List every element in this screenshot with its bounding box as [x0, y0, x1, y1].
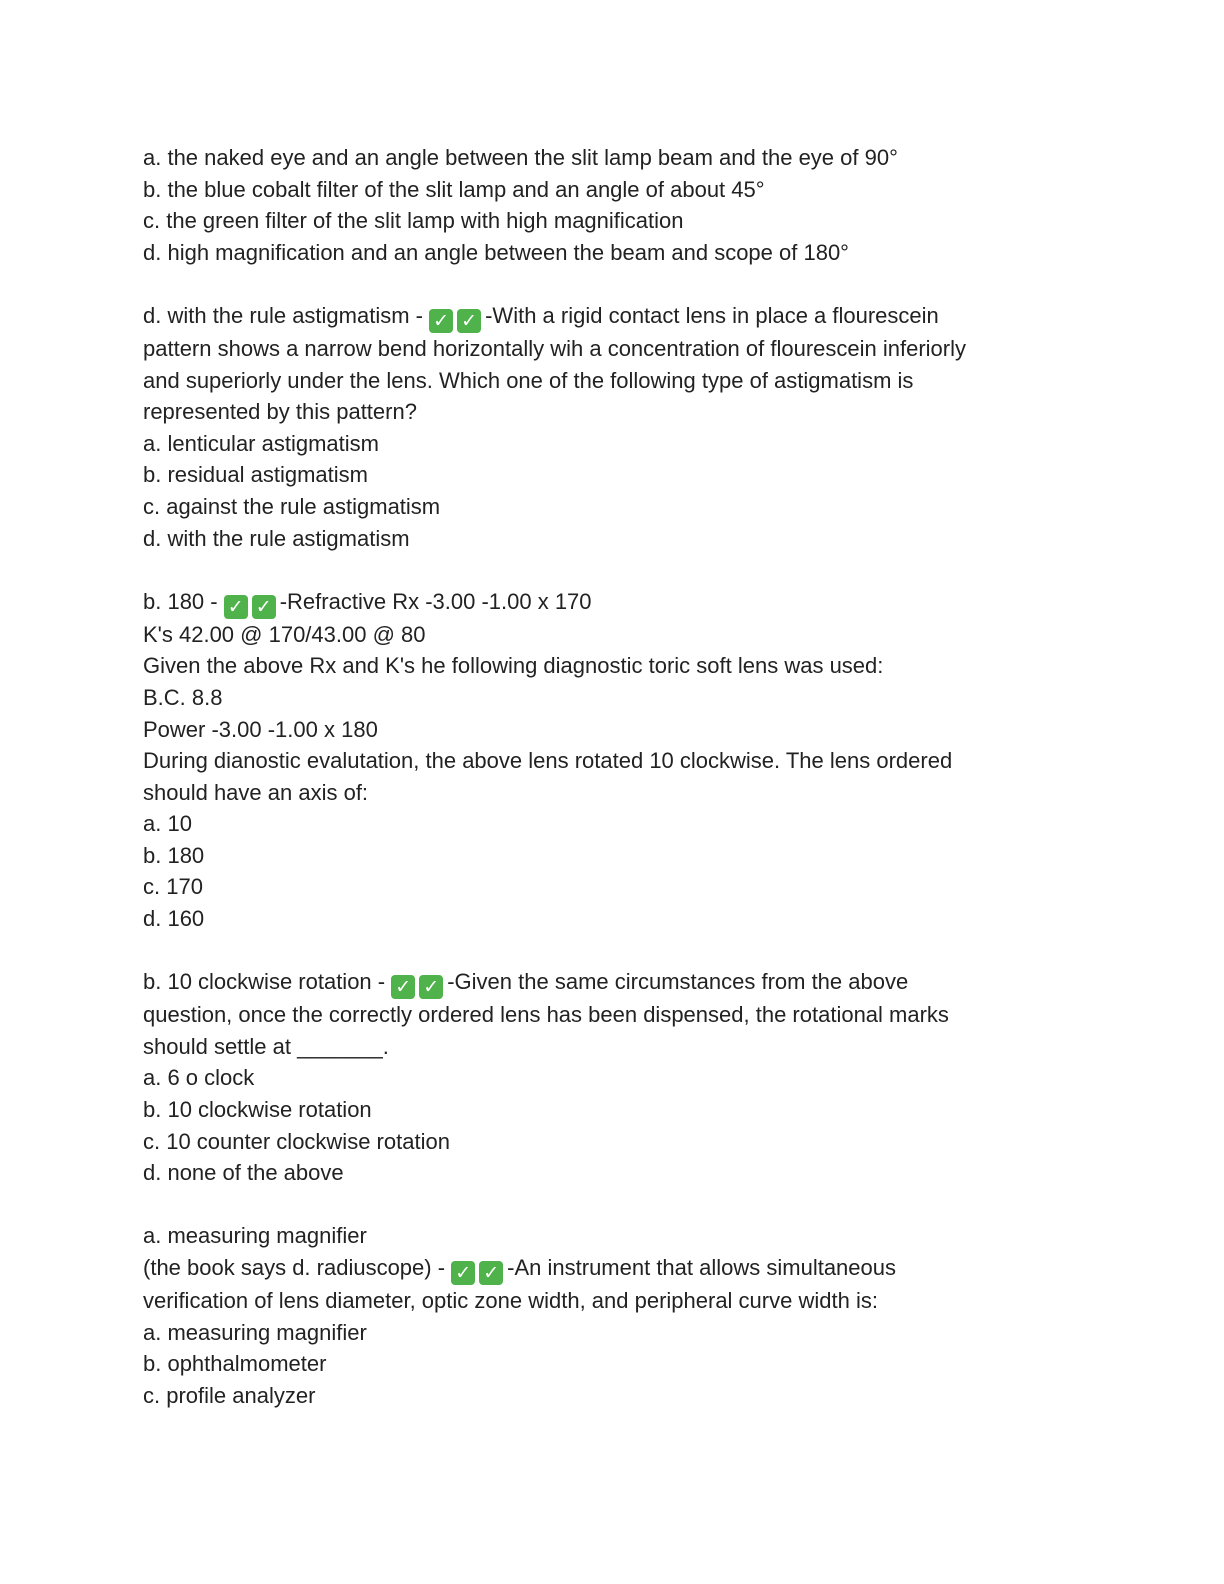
option-d: d. 160 — [143, 906, 205, 932]
question-text: -Refractive Rx -3.00 -1.00 x 170 — [279, 588, 592, 614]
check-mark-icon: ✓ — [224, 595, 248, 619]
option-a: a. 10 — [143, 811, 192, 837]
option-b: b. residual astigmatism — [143, 462, 368, 488]
question-text: -Given the same circumstances from the above — [447, 969, 909, 995]
question-text: -With a rigid contact lens in place a flourescein — [485, 302, 939, 328]
check-mark-icon: ✓ — [252, 595, 276, 619]
answer-question-line — [143, 586, 1073, 619]
check-mark-icon: ✓ — [419, 975, 443, 999]
option-b: b. the blue cobalt filter of the slit lamp and an angle of about 45° — [143, 176, 765, 202]
question-text: During dianostic evalutation, the above lens rotated 10 clockwise. The lens ordered — [143, 748, 953, 774]
question-text: -An instrument that allows simultaneous — [507, 1255, 897, 1280]
option-a: a. 6 o clock — [143, 1065, 255, 1091]
document-page — [143, 142, 1073, 1443]
question-text: question, once the correctly ordered lens has been dispensed, the rotational marks — [143, 1002, 949, 1028]
answer-text: b. 10 clockwise rotation - — [143, 969, 392, 995]
question-text: and superiorly under the lens. Which one of the following type of astigmatism is — [143, 367, 914, 393]
check-mark-icon: ✓ — [457, 309, 481, 333]
question-block-4 — [143, 966, 1073, 1189]
check-mark-icon: ✓ — [479, 1261, 503, 1285]
option-a: a. measuring magnifier — [143, 1319, 367, 1345]
answer-note: (the book says d. radiuscope) - — [143, 1255, 452, 1280]
option-a: a. lenticular astigmatism — [143, 430, 379, 456]
question-text: pattern shows a narrow bend horizontally wih a concentration of flourescein inferiorly — [143, 335, 966, 361]
option-d: d. with the rule astigmatism — [143, 525, 410, 551]
check-mark-icon: ✓ — [429, 309, 453, 333]
answer-question-line — [143, 966, 1073, 999]
option-b: b. ophthalmometer — [143, 1351, 327, 1377]
question-block-1 — [143, 142, 1073, 268]
option-c: c. profile analyzer — [143, 1382, 316, 1408]
option-d: d. high magnification and an angle between the beam and scope of 180° — [143, 239, 849, 265]
answer-text: b. 180 - — [143, 588, 224, 614]
question-text: K's 42.00 @ 170/43.00 @ 80 — [143, 621, 426, 647]
question-text: Power -3.00 -1.00 x 180 — [143, 716, 378, 742]
question-block-3 — [143, 586, 1073, 935]
option-d: d. none of the above — [143, 1160, 344, 1186]
question-text: verification of lens diameter, optic zone width, and peripheral curve width is: — [143, 1288, 878, 1313]
check-mark-icon: ✓ — [451, 1261, 475, 1285]
answer-question-line — [143, 300, 1073, 333]
option-c: c. 170 — [143, 874, 203, 900]
question-text: B.C. 8.8 — [143, 684, 223, 710]
option-b: b. 180 — [143, 842, 205, 868]
question-block-5 — [143, 1220, 1073, 1411]
option-c: c. the green filter of the slit lamp with high magnification — [143, 208, 684, 234]
option-b: b. 10 clockwise rotation — [143, 1097, 372, 1123]
answer-text: a. measuring magnifier — [143, 1223, 367, 1249]
question-text: Given the above Rx and K's he following diagnostic toric soft lens was used: — [143, 653, 884, 679]
question-block-2 — [143, 300, 1073, 554]
answer-text: d. with the rule astigmatism - — [143, 302, 430, 328]
option-c: c. against the rule astigmatism — [143, 493, 441, 519]
check-mark-icon: ✓ — [391, 975, 415, 999]
question-text: represented by this pattern? — [143, 399, 417, 425]
option-c: c. 10 counter clockwise rotation — [143, 1128, 450, 1154]
answer-question-line — [143, 1252, 1073, 1285]
question-text: should have an axis of: — [143, 779, 369, 805]
option-a: a. the naked eye and an angle between the slit lamp beam and the eye of 90° — [143, 145, 898, 170]
question-text: should settle at _______. — [143, 1033, 389, 1059]
